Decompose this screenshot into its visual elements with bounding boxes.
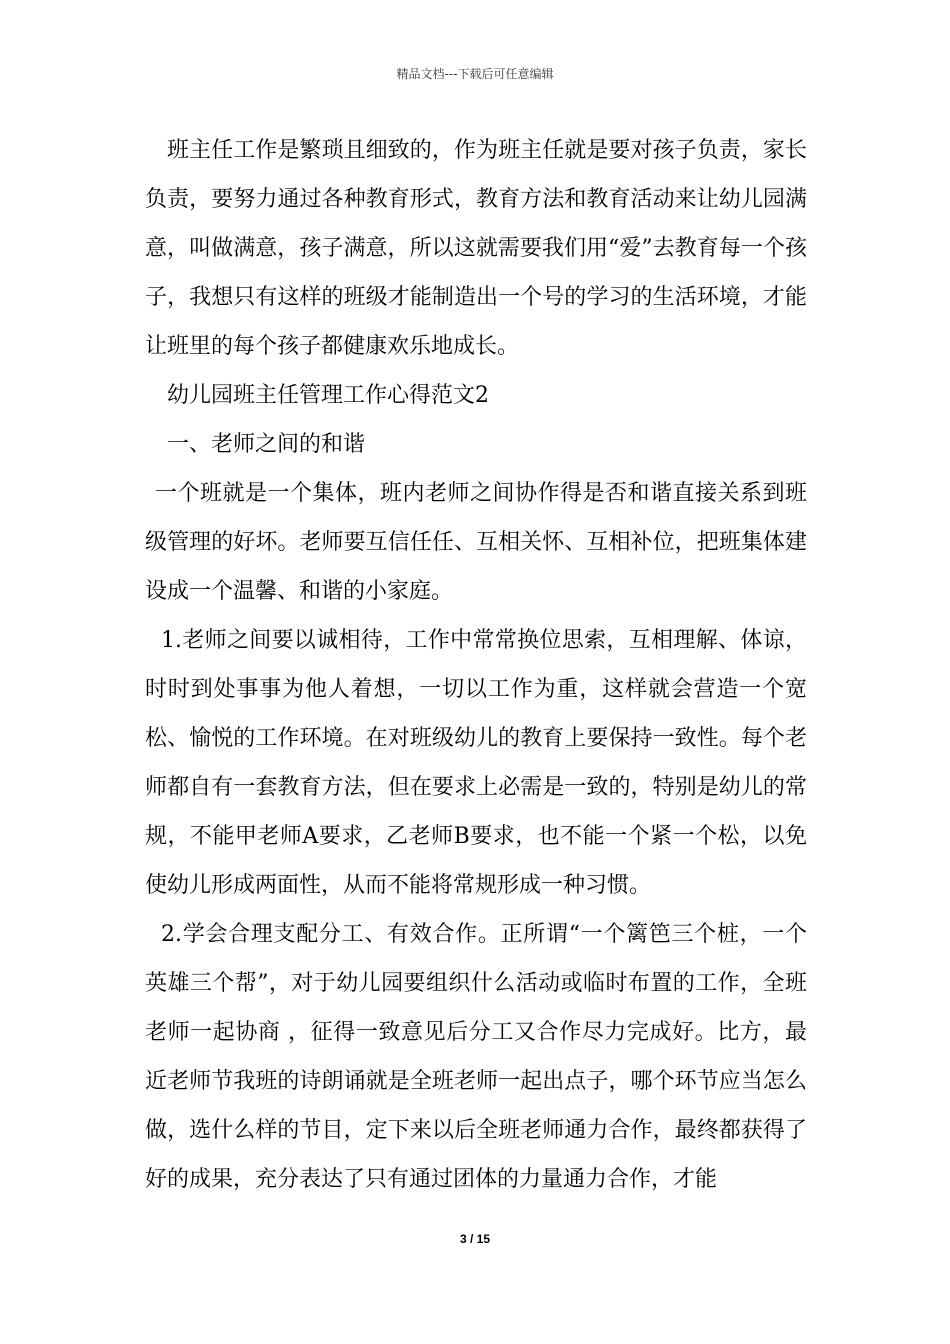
page-number: 3 / 15 [459,1232,491,1246]
paragraph-point-2: 2.学会合理支配分工、有效合作。正所谓“一个篱笆三个桩，一个英雄三个帮”，对于幼儿园要组织什么活动或临时布置的工作，全班老师一起协商 ，征得一致意见后分工又合作尽力完成好。比方，最近老师节我班的诗朗诵就是全班老师一起出点子，哪个环节应当怎么做，选什么样的节目，定下来以后全班老师通力合作，最终都获得了好的成果，充分表达了只有通过团体的力量通力合作，才能 [145,922,807,1192]
paragraph-intro: 班主任工作是繁琐且细致的，作为班主任就是要对孩子负责，家长负责，要努力通过各种教育形式，教育方法和教育活动来让幼儿园满意，叫做满意，孩子满意，所以这就需要我们用“爱”去教育每一个孩子，我想只有这样的班级才能制造出一个号的学习的生活环境，才能让班里的每个孩子都健康欢乐地成长。 [145,138,807,359]
subsection-heading: 一、老师之间的和谐 [167,432,366,457]
paragraph-point-1: 1.老师之间要以诚相待，工作中常常换位思索，互相理解、体谅，时时到处事事为他人着想，一切以工作为重，这样就会营造一个宽松、愉悦的工作环境。在对班级幼儿的教育上要保持一致性。每个老师都自有一套教育方法，但在要求上必需是一致的，特别是幼儿的常规，不能甲老师A要求，乙老师B要求，也不能一个紧一个松，以免使幼儿形成两面性，从而不能将常规形成一种习惯。 [145,628,807,898]
page-header: 精品文档---下载后可任意编辑 [396,67,554,81]
paragraph-collective: 一个班就是一个集体，班内老师之间协作得是否和谐直接关系到班级管理的好坏。老师要互信任任、互相关怀、互相补位，把班集体建设成一个温馨、和谐的小家庭。 [145,481,807,604]
document-body [145,126,807,1204]
section-title: 幼儿园班主任管理工作心得范文2 [167,383,489,408]
